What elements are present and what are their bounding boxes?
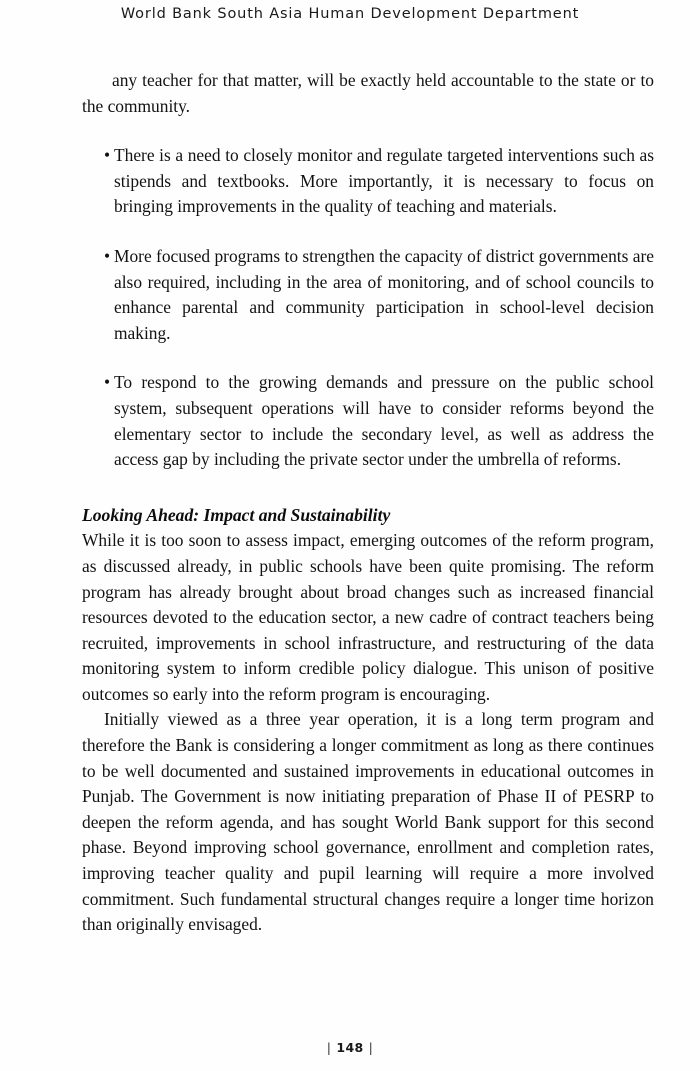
page-number: 148 bbox=[336, 1040, 364, 1055]
body-paragraph-1: While it is too soon to assess impact, emerging outcomes of the reform program, as discussed already, in public schools have been quite promising. The reform program has already brought about broad changes such as increased financial resources devoted to the education sector, a new cadre of contract teachers being recruited, improvements in school infrastructure, and restructuring of the data monitoring system to inform credible policy dialogue. This unison of positive outcomes so early into the reform program is encouraging. bbox=[82, 530, 654, 704]
body-paragraph-2: Initially viewed as a three year operation, it is a long term program and therefore the Bank is considering a longer commitment as long as there continues to be well documented and sustained improvements in educational outcomes in Punjab. The Government is now initiating preparation of Phase II of PESRP to deepen the reform agenda, and has sought World Bank support for this second phase. Beyond improving school governance, enrollment and completion rates, improving teacher quality and pupil learning will require a more involved commitment. Such fundamental structural changes require a longer time horizon than originally envisaged. bbox=[82, 709, 654, 935]
list-item bbox=[82, 244, 654, 346]
footer-left-rule: | bbox=[326, 1040, 332, 1055]
bullet-icon: • bbox=[104, 372, 111, 393]
list-item-text: To respond to the growing demands and pressure on the public school system, subsequent operations will have to consider reforms beyond the elementary sector to include the secondary level, as well as address the access gap by including the private sector under the umbrella of reforms. bbox=[114, 372, 654, 470]
bullet-list bbox=[82, 143, 654, 473]
list-item-text: More focused programs to strengthen the capacity of district governments are also required, including in the area of monitoring, and of school councils to enhance parental and community participation in school-level decision making. bbox=[114, 245, 654, 343]
continued-paragraph: any teacher for that matter, will be exactly held accountable to the state or to the community. bbox=[82, 70, 654, 116]
page-footer bbox=[0, 1040, 700, 1055]
running-header: World Bank South Asia Human Development Department bbox=[120, 6, 580, 22]
text-column bbox=[82, 68, 654, 938]
bullet-icon: • bbox=[104, 245, 111, 266]
spacer bbox=[82, 473, 654, 503]
bullet-icon: • bbox=[104, 145, 111, 166]
list-item bbox=[82, 143, 654, 220]
list-item-text: There is a need to closely monitor and regulate targeted interventions such as stipends and textbooks. More importantly, it is necessary to focus on bringing improvements in the quality of teaching and materials. bbox=[114, 145, 654, 217]
footer-right-rule: | bbox=[368, 1040, 374, 1055]
list-item bbox=[82, 370, 654, 472]
section-heading: Looking Ahead: Impact and Sustainability bbox=[82, 504, 391, 525]
